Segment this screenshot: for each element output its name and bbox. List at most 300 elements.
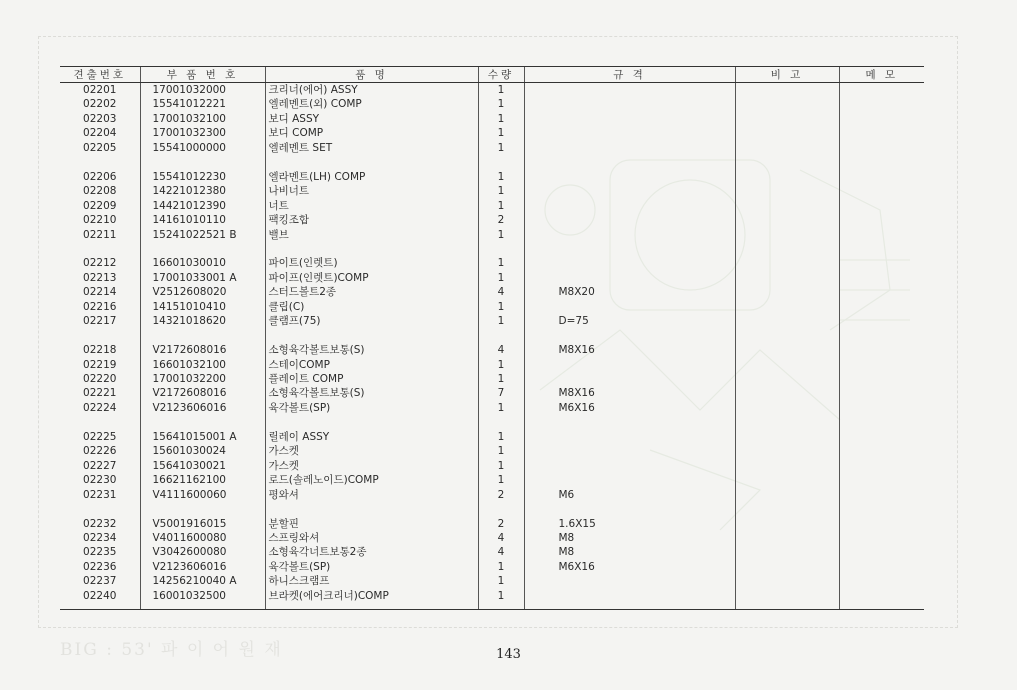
cell-specification [524, 228, 735, 242]
parts-table-body [60, 83, 924, 610]
cell-specification [524, 358, 735, 372]
cell-index-number: 02202 [83, 98, 117, 111]
cell-remarks [735, 213, 839, 227]
cell-quantity: 1 [478, 184, 524, 198]
cell-part-number: 15641030021 [140, 459, 265, 473]
cell-remarks [735, 531, 839, 545]
cell-specification [524, 372, 735, 386]
cell-quantity: 1 [478, 589, 524, 610]
cell-specification [524, 300, 735, 314]
cell-quantity: 2 [478, 213, 524, 227]
empty-cell [839, 502, 924, 516]
cell-specification [524, 444, 735, 458]
empty-cell [735, 155, 839, 169]
table-header-row [60, 67, 924, 83]
cell-index-number: 02209 [83, 199, 117, 212]
empty-cell [140, 329, 265, 343]
cell-memo [839, 213, 924, 227]
group-spacer-row [60, 415, 924, 429]
cell-remarks [735, 184, 839, 198]
cell-part-number: V3042600080 [140, 545, 265, 559]
empty-cell [60, 242, 140, 256]
cell-remarks [735, 358, 839, 372]
cell-remarks [735, 83, 839, 98]
cell-memo [839, 574, 924, 588]
cell-part-number: V2512608020 [140, 285, 265, 299]
cell-part-name: 하니스크램프 [265, 574, 478, 588]
cell-index-number: 02226 [83, 445, 117, 458]
cell-specification: M6X16 [524, 560, 735, 574]
empty-cell [60, 155, 140, 169]
cell-part-name: 너트 [265, 199, 478, 213]
cell-part-number: 14151010410 [140, 300, 265, 314]
cell-part-number: V4011600080 [140, 531, 265, 545]
cell-memo [839, 372, 924, 386]
cell-part-name: 보디 COMP [265, 126, 478, 140]
cell-part-name: 육각볼트(SP) [265, 560, 478, 574]
empty-cell [60, 329, 140, 343]
cell-specification [524, 213, 735, 227]
cell-quantity: 1 [478, 430, 524, 444]
table-row [60, 228, 924, 242]
cell-part-number: 15541012221 [140, 97, 265, 111]
table-row [60, 343, 924, 357]
table-row [60, 386, 924, 400]
empty-cell [478, 502, 524, 516]
cell-quantity: 4 [478, 531, 524, 545]
cell-specification [524, 574, 735, 588]
empty-cell [60, 415, 140, 429]
cell-index-number: 02231 [83, 488, 117, 501]
cell-remarks [735, 343, 839, 357]
cell-quantity: 1 [478, 112, 524, 126]
cell-index-number: 02211 [83, 228, 117, 241]
cell-part-number: 14221012380 [140, 184, 265, 198]
empty-cell [265, 415, 478, 429]
cell-memo [839, 141, 924, 155]
cell-quantity: 2 [478, 488, 524, 502]
cell-part-number: 15241022521 B [140, 228, 265, 242]
cell-index-number: 02240 [60, 589, 140, 610]
empty-cell [735, 242, 839, 256]
cell-remarks [735, 401, 839, 415]
table-row [60, 531, 924, 545]
empty-cell [478, 155, 524, 169]
cell-remarks [735, 517, 839, 531]
cell-specification [524, 97, 735, 111]
cell-part-number: 15641015001 A [140, 430, 265, 444]
cell-remarks [735, 459, 839, 473]
cell-remarks [735, 430, 839, 444]
cell-memo [839, 430, 924, 444]
cell-specification: M6X16 [524, 401, 735, 415]
cell-part-number: V2172608016 [140, 386, 265, 400]
cell-part-number: 16601030010 [140, 256, 265, 270]
cell-index-number: 02205 [83, 141, 117, 154]
cell-quantity: 1 [478, 141, 524, 155]
cell-part-name: 파이프(인렛트)COMP [265, 271, 478, 285]
cell-memo [839, 184, 924, 198]
cell-memo [839, 170, 924, 184]
empty-cell [265, 242, 478, 256]
table-row [60, 256, 924, 270]
table-row [60, 430, 924, 444]
cell-memo [839, 545, 924, 559]
table-row [60, 126, 924, 140]
cell-specification [524, 184, 735, 198]
cell-index-number: 02230 [83, 474, 117, 487]
cell-part-number: 15541012230 [140, 170, 265, 184]
cell-part-name: 스터드볼트2종 [265, 285, 478, 299]
cell-part-name: 엘레멘트 SET [265, 141, 478, 155]
cell-specification: M8 [524, 545, 735, 559]
cell-quantity: 1 [478, 574, 524, 588]
footer-caption: BIG : 53' 파 이 어 원 재 [60, 640, 283, 660]
cell-index-number: 02224 [83, 401, 117, 414]
cell-index-number: 02232 [83, 517, 117, 530]
cell-quantity: 1 [478, 199, 524, 213]
empty-cell [524, 155, 735, 169]
empty-cell [524, 329, 735, 343]
empty-cell [478, 329, 524, 343]
cell-memo [839, 228, 924, 242]
cell-specification [524, 126, 735, 140]
group-spacer-row [60, 329, 924, 343]
group-spacer-row [60, 502, 924, 516]
empty-cell [265, 155, 478, 169]
empty-cell [524, 415, 735, 429]
cell-part-number: V2123606016 [140, 401, 265, 415]
cell-memo [839, 517, 924, 531]
table-row [60, 271, 924, 285]
empty-cell [478, 242, 524, 256]
cell-index-number: 02210 [83, 214, 117, 227]
cell-specification [524, 256, 735, 270]
cell-part-name: 스프링와셔 [265, 531, 478, 545]
cell-index-number: 02237 [83, 575, 117, 588]
parts-table [60, 66, 924, 610]
cell-index-number: 02217 [83, 315, 117, 328]
table-row [60, 517, 924, 531]
table-row [60, 560, 924, 574]
cell-index-number: 02235 [83, 546, 117, 559]
cell-remarks [735, 473, 839, 487]
cell-remarks [735, 545, 839, 559]
header-index-number: 견출번호 [60, 67, 140, 83]
cell-index-number: 02208 [83, 185, 117, 198]
table-row [60, 372, 924, 386]
cell-part-number: 15601030024 [140, 444, 265, 458]
empty-cell [524, 502, 735, 516]
cell-memo [839, 488, 924, 502]
cell-memo [839, 386, 924, 400]
group-spacer-row [60, 155, 924, 169]
cell-quantity: 1 [478, 228, 524, 242]
cell-part-number: 17001032100 [140, 112, 265, 126]
cell-specification [524, 83, 735, 98]
cell-part-name: 밸브 [265, 228, 478, 242]
cell-quantity: 7 [478, 386, 524, 400]
cell-index-number: 02201 [83, 84, 117, 96]
cell-specification [524, 473, 735, 487]
cell-part-number: 14256210040 A [140, 574, 265, 588]
cell-part-name: 릴레이 ASSY [265, 430, 478, 444]
cell-memo [839, 560, 924, 574]
cell-remarks [735, 574, 839, 588]
empty-cell [265, 502, 478, 516]
cell-remarks [735, 444, 839, 458]
cell-memo [839, 589, 924, 610]
cell-part-name: 소형육각볼트보통(S) [265, 343, 478, 357]
cell-index-number: 02212 [83, 257, 117, 270]
cell-index-number: 02225 [83, 430, 117, 443]
cell-quantity: 1 [478, 444, 524, 458]
table-row [60, 170, 924, 184]
cell-remarks [735, 228, 839, 242]
cell-memo [839, 343, 924, 357]
cell-index-number: 02213 [83, 271, 117, 284]
table-row [60, 545, 924, 559]
table-row [60, 459, 924, 473]
cell-part-name: 가스켓 [265, 459, 478, 473]
cell-memo [839, 83, 924, 98]
empty-cell [839, 242, 924, 256]
cell-specification: D=75 [524, 314, 735, 328]
cell-part-name: 엘라멘트(LH) COMP [265, 170, 478, 184]
cell-memo [839, 285, 924, 299]
cell-part-name: 가스켓 [265, 444, 478, 458]
cell-memo [839, 256, 924, 270]
table-row [60, 444, 924, 458]
cell-specification: M8X16 [524, 386, 735, 400]
cell-part-number: 17001032300 [140, 126, 265, 140]
cell-remarks [735, 386, 839, 400]
header-part-number: 부 품 번 호 [140, 67, 265, 83]
table-row [60, 314, 924, 328]
cell-memo [839, 531, 924, 545]
header-specification: 규 격 [524, 67, 735, 83]
cell-part-number: 17001033001 A [140, 271, 265, 285]
cell-memo [839, 444, 924, 458]
cell-quantity: 1 [478, 314, 524, 328]
cell-part-name: 파이트(인렛트) [265, 256, 478, 270]
page-number: 143 [496, 647, 521, 662]
cell-specification: 1.6X15 [524, 517, 735, 531]
cell-quantity: 1 [478, 473, 524, 487]
cell-remarks [735, 170, 839, 184]
table-row [60, 285, 924, 299]
cell-remarks [735, 97, 839, 111]
cell-part-number: 14161010110 [140, 213, 265, 227]
cell-part-name: 로드(솔레노이드)COMP [265, 473, 478, 487]
cell-index-number: 02219 [83, 358, 117, 371]
cell-memo [839, 401, 924, 415]
cell-part-name: 클립(C) [265, 300, 478, 314]
cell-quantity: 1 [478, 97, 524, 111]
cell-quantity: 1 [478, 358, 524, 372]
cell-part-name: 플레이트 COMP [265, 372, 478, 386]
cell-index-number: 02204 [83, 127, 117, 140]
table-row [60, 184, 924, 198]
cell-memo [839, 459, 924, 473]
empty-cell [140, 155, 265, 169]
table-row [60, 97, 924, 111]
cell-specification: M8 [524, 531, 735, 545]
cell-part-name: 크리너(에어) ASSY [265, 83, 478, 98]
cell-specification [524, 199, 735, 213]
cell-memo [839, 112, 924, 126]
table-row [60, 213, 924, 227]
empty-cell [839, 155, 924, 169]
table-row [60, 488, 924, 502]
cell-remarks [735, 126, 839, 140]
empty-cell [839, 329, 924, 343]
table-row [60, 141, 924, 155]
table-row [60, 401, 924, 415]
table-row [60, 300, 924, 314]
header-remarks: 비 고 [735, 67, 839, 83]
cell-index-number: 02218 [83, 344, 117, 357]
cell-part-number: V5001916015 [140, 517, 265, 531]
empty-cell [140, 502, 265, 516]
table-row [60, 358, 924, 372]
cell-specification [524, 141, 735, 155]
cell-specification [524, 271, 735, 285]
cell-quantity: 1 [478, 401, 524, 415]
cell-remarks [735, 112, 839, 126]
cell-part-number: 17001032200 [140, 372, 265, 386]
cell-part-number: V2172608016 [140, 343, 265, 357]
table-row [60, 83, 924, 98]
cell-remarks [735, 141, 839, 155]
cell-index-number: 02221 [83, 387, 117, 400]
header-part-name: 품 명 [265, 67, 478, 83]
cell-part-name: 보디 ASSY [265, 112, 478, 126]
cell-part-name: 브라켓(에어크리너)COMP [265, 589, 478, 610]
empty-cell [60, 502, 140, 516]
cell-memo [839, 199, 924, 213]
table-row [60, 574, 924, 588]
cell-quantity: 2 [478, 517, 524, 531]
cell-part-number: V4111600060 [140, 488, 265, 502]
cell-memo [839, 126, 924, 140]
cell-part-name: 소형육각너트보통2종 [265, 545, 478, 559]
cell-specification: M6 [524, 488, 735, 502]
cell-remarks [735, 285, 839, 299]
cell-remarks [735, 560, 839, 574]
cell-specification [524, 589, 735, 610]
cell-part-name: 나비너트 [265, 184, 478, 198]
cell-part-name: 클램프(75) [265, 314, 478, 328]
header-quantity: 수량 [478, 67, 524, 83]
cell-index-number: 02214 [83, 286, 117, 299]
cell-part-name: 팩킹조합 [265, 213, 478, 227]
cell-remarks [735, 488, 839, 502]
empty-cell [735, 415, 839, 429]
cell-remarks [735, 199, 839, 213]
cell-remarks [735, 589, 839, 610]
cell-index-number: 02236 [83, 560, 117, 573]
cell-memo [839, 97, 924, 111]
header-memo: 메 모 [839, 67, 924, 83]
cell-specification [524, 170, 735, 184]
table-row [60, 589, 924, 610]
cell-part-number: 16001032500 [140, 589, 265, 610]
cell-index-number: 02203 [83, 112, 117, 125]
table-row [60, 473, 924, 487]
cell-part-number: V2123606016 [140, 560, 265, 574]
empty-cell [524, 242, 735, 256]
empty-cell [478, 415, 524, 429]
cell-specification: M8X16 [524, 343, 735, 357]
cell-part-name: 육각볼트(SP) [265, 401, 478, 415]
cell-quantity: 1 [478, 256, 524, 270]
cell-quantity: 1 [478, 126, 524, 140]
cell-quantity: 1 [478, 300, 524, 314]
cell-quantity: 1 [478, 560, 524, 574]
cell-remarks [735, 271, 839, 285]
cell-part-number: 16621162100 [140, 473, 265, 487]
empty-cell [839, 415, 924, 429]
cell-part-name: 소형육각볼트보통(S) [265, 386, 478, 400]
cell-quantity: 4 [478, 285, 524, 299]
table-row [60, 112, 924, 126]
cell-specification [524, 430, 735, 444]
cell-quantity: 4 [478, 545, 524, 559]
cell-remarks [735, 372, 839, 386]
empty-cell [140, 242, 265, 256]
cell-memo [839, 358, 924, 372]
cell-part-name: 분할핀 [265, 517, 478, 531]
cell-index-number: 02216 [83, 300, 117, 313]
empty-cell [140, 415, 265, 429]
cell-specification [524, 112, 735, 126]
cell-quantity: 1 [478, 372, 524, 386]
cell-memo [839, 300, 924, 314]
cell-remarks [735, 300, 839, 314]
cell-quantity: 1 [478, 170, 524, 184]
cell-part-number: 14421012390 [140, 199, 265, 213]
table-row [60, 199, 924, 213]
cell-memo [839, 314, 924, 328]
cell-quantity: 4 [478, 343, 524, 357]
empty-cell [735, 502, 839, 516]
cell-remarks [735, 314, 839, 328]
cell-memo [839, 473, 924, 487]
cell-memo [839, 271, 924, 285]
cell-part-number: 15541000000 [140, 141, 265, 155]
cell-remarks [735, 256, 839, 270]
cell-part-number: 14321018620 [140, 314, 265, 328]
cell-specification: M8X20 [524, 285, 735, 299]
cell-part-number: 17001032000 [140, 83, 265, 98]
empty-cell [265, 329, 478, 343]
cell-quantity: 1 [478, 459, 524, 473]
cell-quantity: 1 [478, 83, 524, 98]
cell-quantity: 1 [478, 271, 524, 285]
cell-index-number: 02227 [83, 459, 117, 472]
cell-index-number: 02234 [83, 531, 117, 544]
cell-specification [524, 459, 735, 473]
group-spacer-row [60, 242, 924, 256]
empty-cell [735, 329, 839, 343]
cell-part-name: 엘레멘트(외) COMP [265, 97, 478, 111]
cell-part-number: 16601032100 [140, 358, 265, 372]
cell-index-number: 02220 [83, 373, 117, 386]
cell-part-name: 스테이COMP [265, 358, 478, 372]
cell-index-number: 02206 [83, 170, 117, 183]
cell-part-name: 평와셔 [265, 488, 478, 502]
